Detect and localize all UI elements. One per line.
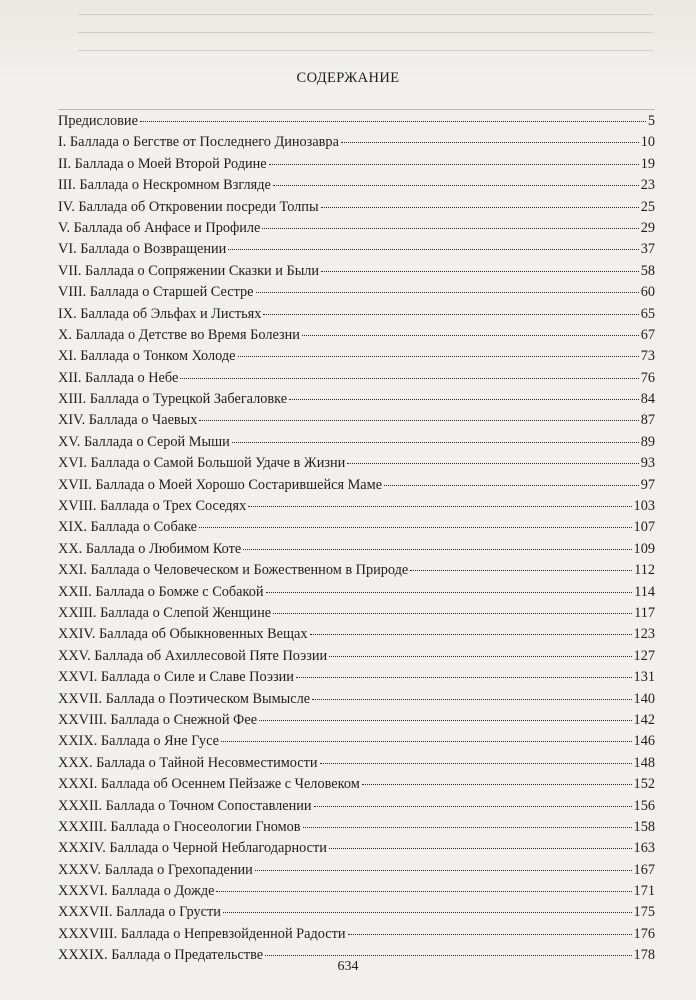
toc-entry-title: XIV. Баллада о Чаевых bbox=[58, 412, 198, 429]
toc-entry-page: 117 bbox=[634, 604, 655, 621]
toc-entry-title: XXVII. Баллада о Поэтическом Вымысле bbox=[58, 690, 311, 707]
toc-entry-title: XXV. Баллада об Ахиллесовой Пяте Поэзии bbox=[58, 647, 328, 664]
dot-leader bbox=[199, 526, 632, 528]
toc-entry bbox=[58, 603, 655, 624]
dot-leader bbox=[310, 633, 632, 635]
dot-leader bbox=[223, 911, 632, 913]
toc-entry-title: IV. Баллада об Откровении посреди Толпы bbox=[58, 198, 319, 215]
page-title: СОДЕРЖАНИЕ bbox=[296, 70, 400, 86]
toc-entry bbox=[58, 902, 655, 923]
toc-entry-page: 112 bbox=[634, 562, 655, 579]
toc-entry bbox=[58, 432, 655, 453]
dot-leader bbox=[347, 462, 638, 464]
toc-entry bbox=[58, 111, 655, 132]
toc-entry-page: 103 bbox=[633, 498, 655, 515]
toc-entry-title: XXIX. Баллада о Яне Гусе bbox=[58, 733, 219, 750]
dot-leader bbox=[341, 141, 639, 143]
toc-entry-page: 123 bbox=[633, 626, 655, 643]
toc-entry bbox=[58, 132, 655, 153]
toc-entry-title: XXXVIII. Баллада о Непревзойденной Радости bbox=[58, 925, 346, 942]
toc-entry-page: 67 bbox=[640, 326, 655, 343]
toc-entry-title: XV. Баллада о Серой Мыши bbox=[58, 433, 230, 450]
toc-entry-page: 178 bbox=[633, 947, 655, 964]
toc-entry bbox=[58, 218, 655, 239]
dot-leader bbox=[259, 719, 632, 721]
toc-entry-title: X. Баллада о Детстве во Время Болезни bbox=[58, 326, 300, 343]
toc-entry-page: 25 bbox=[640, 198, 655, 215]
toc-entry-title: XXXI. Баллада об Осеннем Пейзаже с Человеком bbox=[58, 776, 360, 793]
toc-entry-page: 73 bbox=[640, 348, 655, 365]
toc-entry-page: 10 bbox=[640, 134, 655, 151]
toc-entry-title: XIII. Баллада о Турецкой Забегаловке bbox=[58, 391, 288, 408]
toc-entry-title: XXVIII. Баллада о Снежной Фее bbox=[58, 711, 258, 728]
toc-entry-title: XXXV. Баллада о Грехопадении bbox=[58, 861, 253, 878]
dot-leader bbox=[273, 612, 632, 614]
toc-entry-title: XXIII. Баллада о Слепой Женщине bbox=[58, 604, 272, 621]
toc-entry bbox=[58, 710, 655, 731]
dot-leader bbox=[221, 740, 632, 742]
dot-leader bbox=[180, 377, 638, 379]
dot-leader bbox=[273, 184, 639, 186]
table-of-contents bbox=[58, 111, 655, 967]
toc-entry-page: 29 bbox=[640, 219, 655, 236]
dot-leader bbox=[216, 890, 631, 892]
dot-leader bbox=[302, 334, 639, 336]
show-through-line bbox=[78, 50, 653, 51]
dot-leader bbox=[263, 313, 638, 315]
toc-entry-page: 158 bbox=[633, 818, 655, 835]
dot-leader bbox=[410, 569, 632, 571]
toc-entry-title: IX. Баллада об Эльфах и Листьях bbox=[58, 305, 262, 322]
toc-entry bbox=[58, 261, 655, 282]
toc-entry-page: 65 bbox=[640, 305, 655, 322]
toc-entry-title: XII. Баллада о Небе bbox=[58, 369, 179, 386]
dot-leader bbox=[199, 419, 638, 421]
dot-leader bbox=[314, 805, 632, 807]
toc-entry-title: II. Баллада о Моей Второй Родине bbox=[58, 155, 267, 172]
toc-entry-title: XVIII. Баллада о Трех Соседях bbox=[58, 498, 247, 515]
toc-entry bbox=[58, 582, 655, 603]
toc-entry bbox=[58, 325, 655, 346]
toc-entry-page: 152 bbox=[633, 776, 655, 793]
toc-entry-page: 140 bbox=[633, 690, 655, 707]
toc-entry bbox=[58, 689, 655, 710]
toc-entry bbox=[58, 624, 655, 645]
dot-leader bbox=[320, 762, 632, 764]
toc-entry bbox=[58, 817, 655, 838]
toc-entry-title: I. Баллада о Бегстве от Последнего Динозавра bbox=[58, 134, 339, 151]
dot-leader bbox=[266, 591, 633, 593]
toc-entry bbox=[58, 496, 655, 517]
toc-entry-page: 93 bbox=[640, 455, 655, 472]
toc-entry bbox=[58, 475, 655, 496]
toc-entry-title: V. Баллада об Анфасе и Профиле bbox=[58, 219, 261, 236]
toc-entry-page: 146 bbox=[633, 733, 655, 750]
toc-entry-title: VI. Баллада о Возвращении bbox=[58, 241, 227, 258]
toc-entry bbox=[58, 881, 655, 902]
toc-entry bbox=[58, 304, 655, 325]
dot-leader bbox=[312, 698, 631, 700]
show-through-text bbox=[0, 0, 696, 80]
dot-leader bbox=[296, 676, 632, 678]
dot-leader bbox=[289, 398, 639, 400]
toc-entry bbox=[58, 860, 655, 881]
toc-entry-title: XXXVII. Баллада о Грусти bbox=[58, 904, 221, 921]
toc-entry-page: 109 bbox=[633, 540, 655, 557]
toc-entry bbox=[58, 646, 655, 667]
toc-entry-page: 58 bbox=[640, 262, 655, 279]
toc-entry bbox=[58, 731, 655, 752]
toc-entry-title: XVI. Баллада о Самой Большой Удаче в Жизни bbox=[58, 455, 346, 472]
toc-entry bbox=[58, 796, 655, 817]
toc-entry-title: XXX. Баллада о Тайной Несовместимости bbox=[58, 754, 318, 771]
toc-entry-page: 148 bbox=[633, 754, 655, 771]
toc-entry-page: 171 bbox=[633, 883, 655, 900]
toc-entry bbox=[58, 539, 655, 560]
toc-entry bbox=[58, 453, 655, 474]
toc-entry bbox=[58, 154, 655, 175]
toc-entry-page: 131 bbox=[633, 669, 655, 686]
dot-leader bbox=[329, 847, 632, 849]
toc-entry-title: XVII. Баллада о Моей Хорошо Состарившейся Маме bbox=[58, 476, 383, 493]
toc-entry-page: 60 bbox=[640, 284, 655, 301]
dot-leader bbox=[238, 355, 639, 357]
toc-entry-title: Предисловие bbox=[58, 113, 138, 129]
dot-leader bbox=[329, 655, 631, 657]
toc-entry-title: XXII. Баллада о Бомже с Собакой bbox=[58, 583, 264, 600]
toc-entry-page: 23 bbox=[640, 177, 655, 194]
toc-entry-title: XXVI. Баллада о Силе и Славе Поэзии bbox=[58, 669, 294, 686]
toc-entry-title: XXI. Баллада о Человеческом и Божественном в Природе bbox=[58, 562, 409, 579]
toc-entry bbox=[58, 282, 655, 303]
toc-entry bbox=[58, 410, 655, 431]
toc-entry-title: XI. Баллада о Тонком Холоде bbox=[58, 348, 236, 365]
toc-entry-title: XIX. Баллада о Собаке bbox=[58, 519, 198, 536]
toc-entry-page: 97 bbox=[640, 476, 655, 493]
toc-entry bbox=[58, 838, 655, 859]
toc-entry bbox=[58, 517, 655, 538]
toc-entry bbox=[58, 774, 655, 795]
dot-leader bbox=[348, 933, 632, 935]
dot-leader bbox=[228, 248, 638, 250]
toc-entry-title: XXXIV. Баллада о Черной Неблагодарности bbox=[58, 840, 327, 857]
toc-entry bbox=[58, 197, 655, 218]
toc-entry-page: 127 bbox=[633, 647, 655, 664]
dot-leader bbox=[243, 548, 631, 550]
dot-leader bbox=[232, 441, 639, 443]
show-through-line bbox=[78, 14, 653, 15]
toc-entry-page: 114 bbox=[634, 583, 655, 600]
toc-entry-page: 175 bbox=[633, 904, 655, 921]
toc-entry-title: XXXIII. Баллада о Гносеологии Гномов bbox=[58, 818, 301, 835]
toc-entry bbox=[58, 175, 655, 196]
toc-entry-title: XXXIX. Баллада о Предательстве bbox=[58, 947, 264, 964]
toc-entry-title: XXXII. Баллада о Точном Сопоставлении bbox=[58, 797, 312, 814]
toc-entry-page: 156 bbox=[633, 797, 655, 814]
toc-entry-page: 89 bbox=[640, 433, 655, 450]
dot-leader bbox=[321, 270, 639, 272]
dot-leader bbox=[321, 206, 639, 208]
toc-entry bbox=[58, 924, 655, 945]
toc-entry bbox=[58, 560, 655, 581]
toc-entry-title: III. Баллада о Нескромном Взгляде bbox=[58, 177, 271, 194]
toc-entry-title: XX. Баллада о Любимом Коте bbox=[58, 540, 242, 557]
dot-leader bbox=[262, 227, 638, 229]
toc-entry-page: 87 bbox=[640, 412, 655, 429]
toc-entry bbox=[58, 239, 655, 260]
toc-entry-page: 19 bbox=[640, 155, 655, 172]
toc-entry bbox=[58, 346, 655, 367]
toc-entry-page: 163 bbox=[633, 840, 655, 857]
dot-leader bbox=[303, 826, 632, 828]
dot-leader bbox=[265, 954, 631, 956]
dot-leader bbox=[362, 783, 632, 785]
toc-entry-page: 107 bbox=[633, 519, 655, 536]
toc-entry-page: 5 bbox=[647, 113, 655, 129]
dot-leader bbox=[256, 291, 639, 293]
toc-entry-page: 37 bbox=[640, 241, 655, 258]
show-through-line bbox=[78, 32, 653, 33]
toc-entry-page: 167 bbox=[633, 861, 655, 878]
toc-entry-title: VII. Баллада о Сопряжении Сказки и Были bbox=[58, 262, 320, 279]
page-number: 634 bbox=[337, 959, 359, 974]
toc-entry-title: VIII. Баллада о Старшей Сестре bbox=[58, 284, 254, 301]
toc-entry-page: 84 bbox=[640, 391, 655, 408]
toc-entry-title: XXIV. Баллада об Обыкновенных Вещах bbox=[58, 626, 308, 643]
toc-entry bbox=[58, 389, 655, 410]
toc-entry-page: 142 bbox=[633, 711, 655, 728]
dot-leader bbox=[384, 484, 639, 486]
dot-leader bbox=[269, 163, 639, 165]
dot-leader bbox=[255, 869, 632, 871]
dot-leader bbox=[248, 505, 631, 507]
toc-entry bbox=[58, 667, 655, 688]
toc-entry bbox=[58, 753, 655, 774]
toc-entry bbox=[58, 368, 655, 389]
toc-entry-title: XXXVI. Баллада о Дожде bbox=[58, 883, 215, 900]
dot-leader bbox=[140, 120, 646, 122]
header-rule bbox=[58, 109, 655, 110]
toc-entry-page: 76 bbox=[640, 369, 655, 386]
toc-entry-page: 176 bbox=[633, 925, 655, 942]
